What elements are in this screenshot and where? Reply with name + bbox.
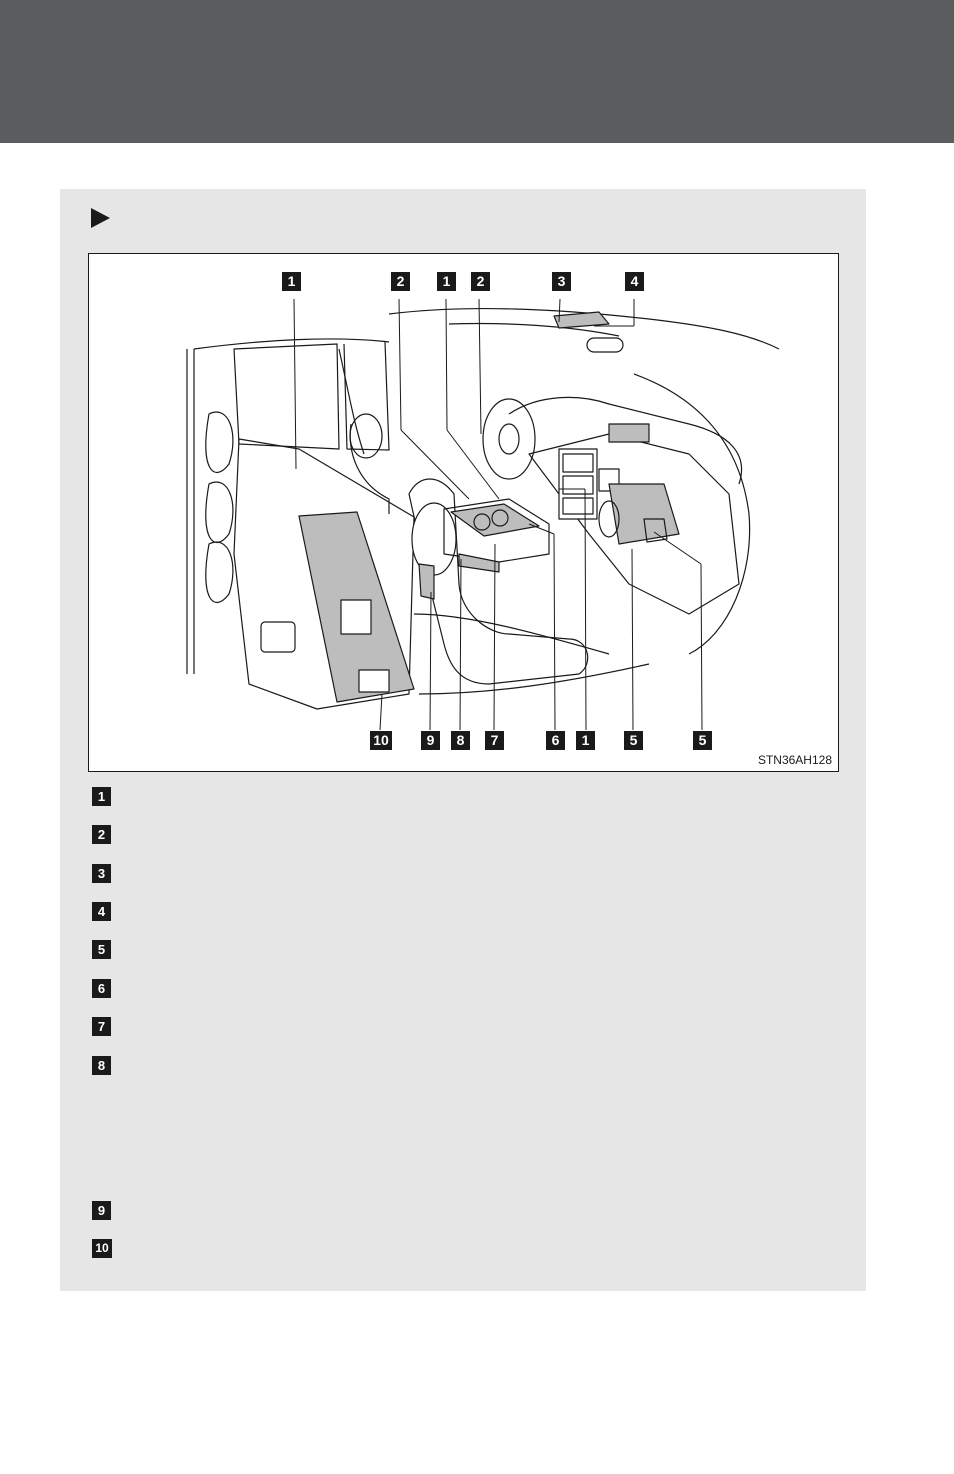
interior-figure <box>88 253 839 772</box>
legend-badge-6: 6 <box>92 979 111 998</box>
figure-callout-bottom-8: 5 <box>693 731 712 750</box>
figure-callout-bottom-1: 10 <box>370 731 392 750</box>
figure-callout-bottom-6: 1 <box>576 731 595 750</box>
figure-callout-top-1: 1 <box>282 272 301 291</box>
figure-callout-top-6: 4 <box>625 272 644 291</box>
legend-badge-10: 10 <box>92 1239 112 1258</box>
header-band <box>0 0 954 143</box>
legend-badge-8: 8 <box>92 1056 111 1075</box>
legend-badge-1: 1 <box>92 787 111 806</box>
legend-badge-2: 2 <box>92 825 111 844</box>
figure-callout-bottom-5: 6 <box>546 731 565 750</box>
legend-badge-4: 4 <box>92 902 111 921</box>
figure-callout-top-4: 2 <box>471 272 490 291</box>
figure-callout-bottom-4: 7 <box>485 731 504 750</box>
figure-image-code: STN36AH128 <box>757 753 832 767</box>
legend-badge-9: 9 <box>92 1201 111 1220</box>
figure-callout-bottom-3: 8 <box>451 731 470 750</box>
legend-badge-7: 7 <box>92 1017 111 1036</box>
figure-callout-bottom-7: 5 <box>624 731 643 750</box>
figure-callout-bottom-2: 9 <box>421 731 440 750</box>
section-arrow-icon <box>91 208 110 228</box>
figure-callout-top-2: 2 <box>391 272 410 291</box>
figure-callout-top-5: 3 <box>552 272 571 291</box>
figure-callout-top-3: 1 <box>437 272 456 291</box>
vehicle-interior-illustration <box>89 254 838 771</box>
legend-badge-3: 3 <box>92 864 111 883</box>
legend-badge-5: 5 <box>92 940 111 959</box>
